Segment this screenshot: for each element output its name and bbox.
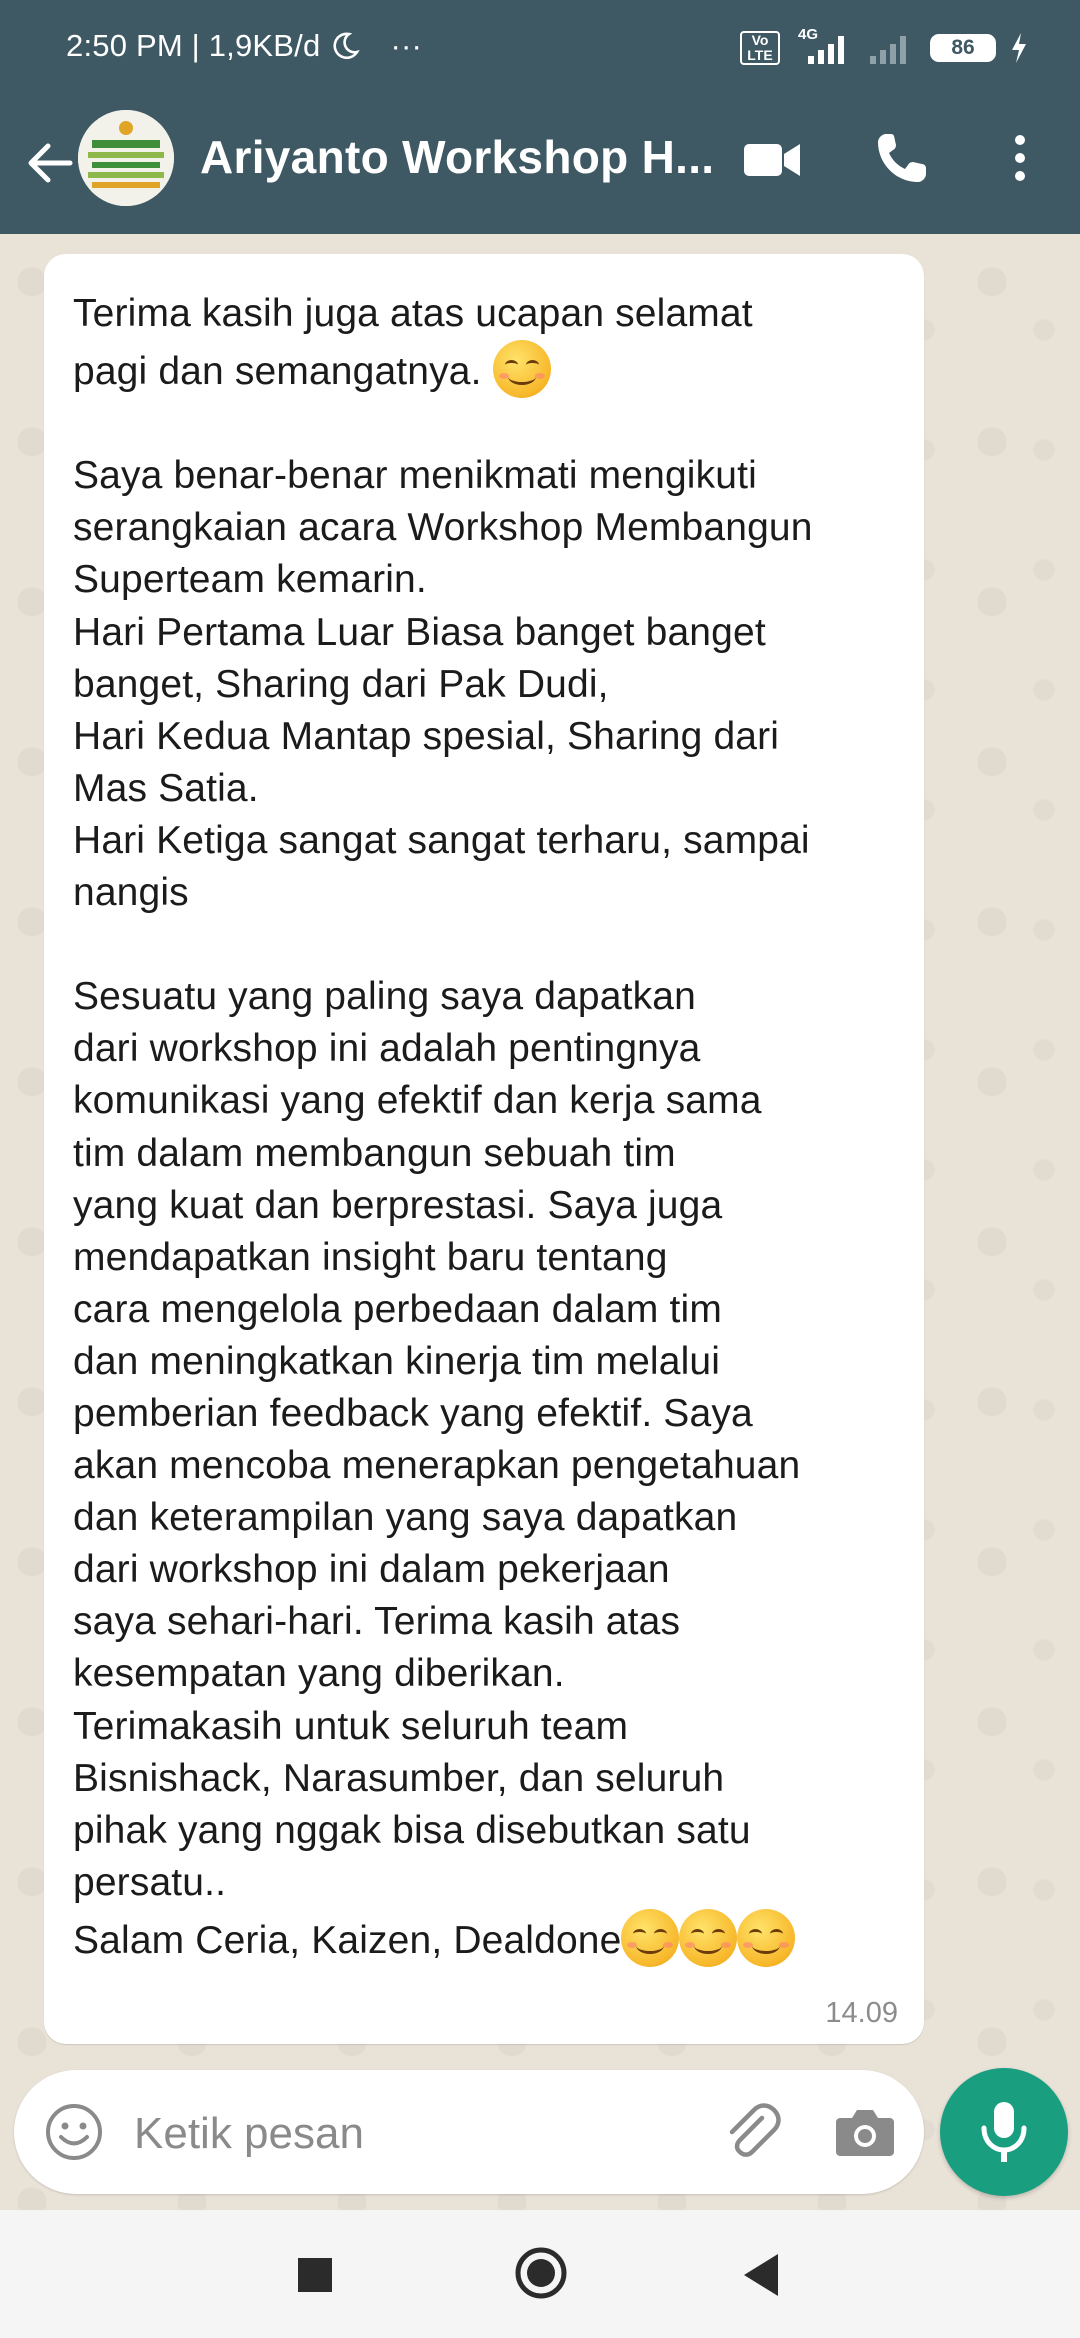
- message-line: Sesuatu yang paling saya dapatkan: [73, 975, 696, 1019]
- message-line: akan mencoba menerapkan pengetahuan: [73, 1444, 801, 1488]
- smiling-face-icon: [493, 340, 551, 398]
- smiling-face-icon: [679, 1909, 737, 1967]
- message-line: pemberian feedback yang efektif. Saya: [73, 1391, 753, 1435]
- avatar[interactable]: [78, 110, 174, 206]
- message-line: Salam Ceria, Kaizen, Dealdone: [73, 1918, 622, 1962]
- smiling-face-icon: [621, 1909, 679, 1967]
- phone-icon[interactable]: [874, 130, 930, 186]
- message-timestamp: 14.09: [825, 1997, 898, 2029]
- message-line: kesempatan yang diberikan.: [73, 1652, 565, 1696]
- more-vert-icon[interactable]: [1000, 128, 1040, 188]
- camera-icon[interactable]: [834, 2102, 896, 2160]
- smiling-face-icon: [737, 1909, 795, 1967]
- message-line: mendapatkan insight baru tentang: [73, 1235, 668, 1279]
- message-line: cara mengelola perbedaan dalam tim: [73, 1287, 722, 1331]
- message-line: Hari Kedua Mantap spesial, Sharing dari: [73, 714, 780, 758]
- message-line: pihak yang nggak bisa disebutkan satu: [73, 1808, 751, 1852]
- chat-title[interactable]: Ariyanto Workshop H...: [200, 131, 715, 183]
- back-arrow-icon[interactable]: [22, 136, 76, 190]
- message-line: Hari Ketiga sangat sangat terharu, sampai: [73, 818, 810, 862]
- message-composer[interactable]: [14, 2070, 924, 2194]
- charging-icon: [1010, 32, 1028, 64]
- video-call-icon[interactable]: [742, 138, 802, 182]
- message-line: tim dalam membangun sebuah tim: [73, 1131, 676, 1175]
- message-text: [73, 288, 898, 1967]
- system-nav-bar: [0, 2210, 1080, 2338]
- back-triangle-icon[interactable]: [740, 2252, 780, 2298]
- message-input[interactable]: [132, 2106, 696, 2162]
- microphone-icon: [974, 2098, 1034, 2166]
- battery-icon: 86: [930, 34, 996, 62]
- home-icon[interactable]: [514, 2246, 568, 2300]
- message-line: Bisnishack, Narasumber, dan seluruh: [73, 1756, 725, 1800]
- signal-icon: [794, 26, 852, 66]
- message-line: Terima kasih juga atas ucapan selamat: [73, 292, 753, 335]
- message-line: komunikasi yang efektif dan kerja sama: [73, 1079, 762, 1123]
- message-line: Mas Satia.: [73, 766, 259, 810]
- status-bar: [0, 0, 1080, 100]
- message-line: banget, Sharing dari Pak Dudi,: [73, 662, 609, 706]
- paperclip-icon[interactable]: [718, 2098, 784, 2164]
- recent-apps-icon[interactable]: [298, 2258, 332, 2292]
- message-line: serangkaian acara Workshop Membangun: [73, 506, 813, 550]
- emoji-icon[interactable]: [42, 2100, 106, 2164]
- status-time-speed: 2:50 PM | 1,9KB/d: [66, 28, 321, 63]
- message-line: pagi dan semangatnya.: [73, 350, 493, 394]
- message-line: dari workshop ini dalam pekerjaan: [73, 1548, 670, 1592]
- message-line: dari workshop ini adalah pentingnya: [73, 1027, 701, 1071]
- message-bubble[interactable]: [44, 254, 924, 2044]
- status-ellipsis: ···: [390, 28, 423, 63]
- chat-header: [0, 100, 1080, 234]
- message-line: Terimakasih untuk seluruh team: [73, 1704, 629, 1748]
- moon-icon: [330, 31, 360, 61]
- message-line: Hari Pertama Luar Biasa banget banget: [73, 610, 766, 654]
- message-line: dan keterampilan yang saya dapatkan: [73, 1496, 738, 1540]
- status-left: [66, 28, 422, 64]
- message-line: nangis: [73, 871, 189, 915]
- status-right: [740, 26, 1028, 66]
- signal-2-icon: [866, 30, 916, 66]
- message-line: dan meningkatkan kinerja tim melalui: [73, 1339, 721, 1383]
- microphone-button[interactable]: [940, 2068, 1068, 2196]
- message-line: saya sehari-hari. Terima kasih atas: [73, 1600, 681, 1644]
- network-type: 4G: [798, 26, 819, 43]
- chat-area[interactable]: [0, 234, 1080, 2210]
- volte-badge: Vo LTE: [740, 31, 780, 65]
- message-line: Superteam kemarin.: [73, 558, 427, 602]
- message-line: Saya benar-benar menikmati mengikuti: [73, 454, 757, 498]
- message-line: yang kuat dan berprestasi. Saya juga: [73, 1183, 723, 1227]
- message-line: persatu..: [73, 1860, 227, 1904]
